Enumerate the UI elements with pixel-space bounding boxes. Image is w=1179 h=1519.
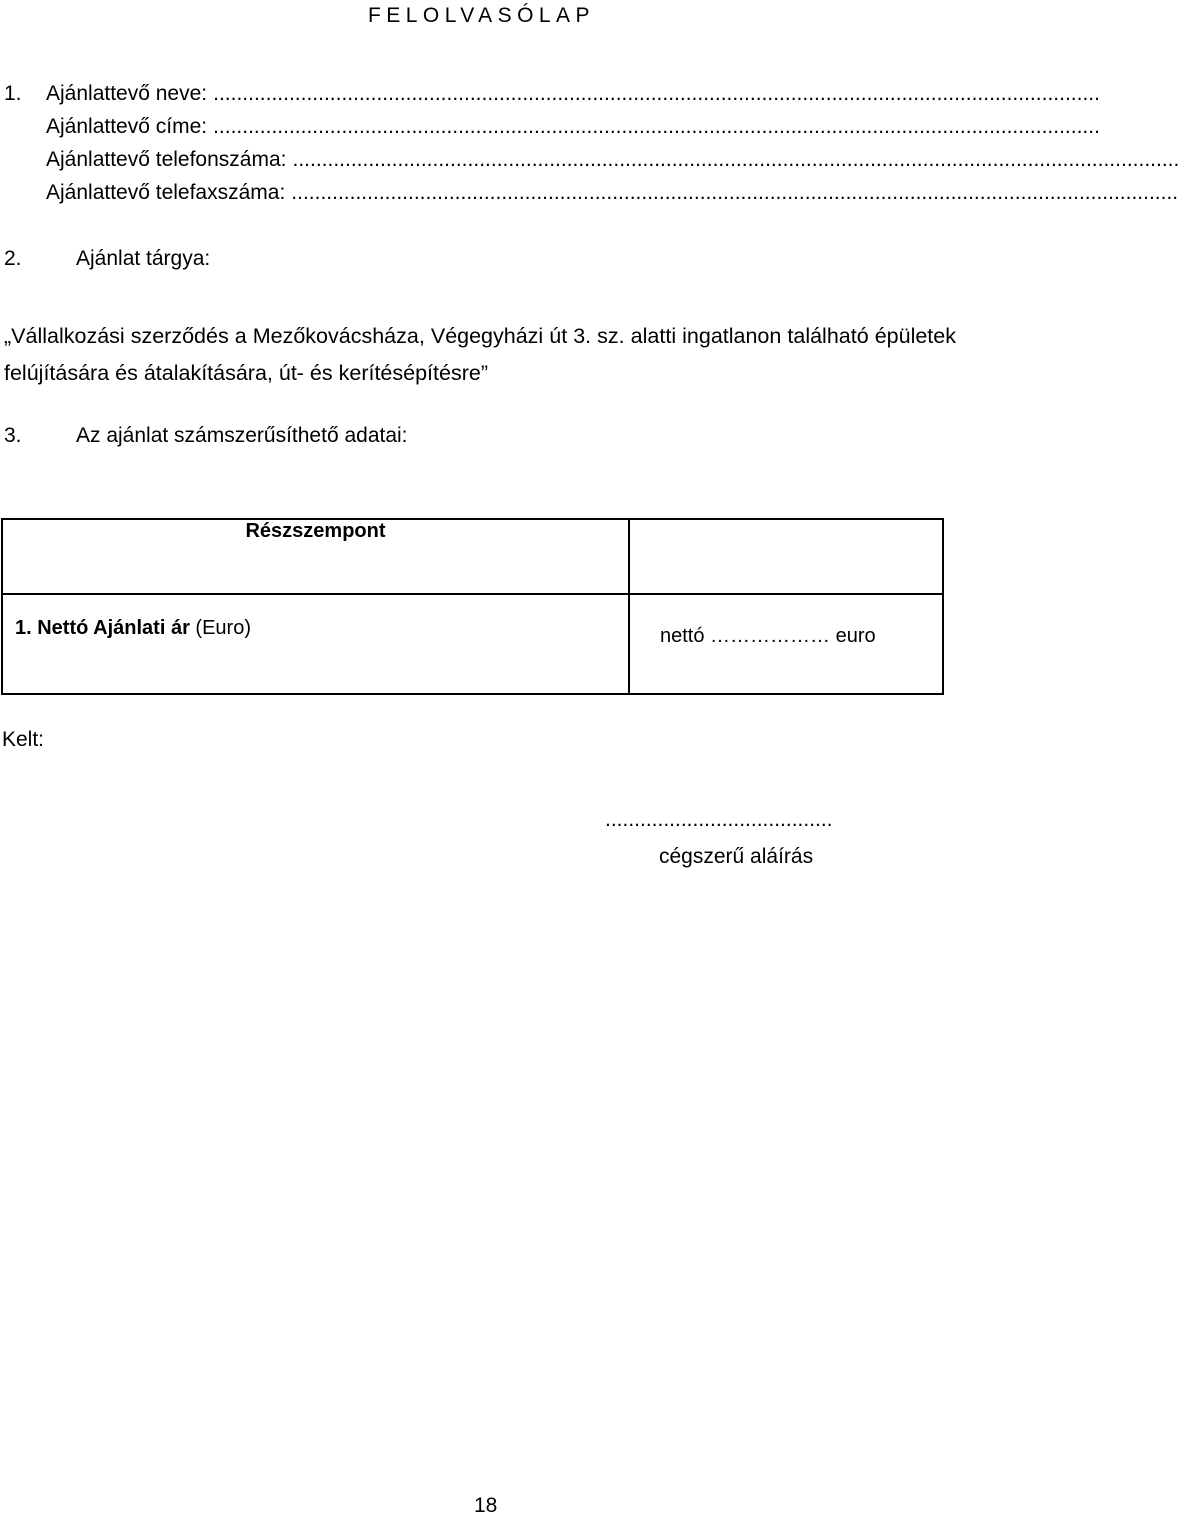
bidder-address-label: Ajánlattevő címe: [46, 115, 208, 138]
bidder-fax-label: Ajánlattevő telefaxszáma: [46, 181, 286, 204]
net-price-criterion-cell [2, 594, 629, 694]
bidder-fax-field[interactable] [46, 181, 1179, 205]
section-3-number: 3. [4, 424, 22, 447]
bidder-fax-dots: ........................................................................................................................................................ [291, 181, 1179, 204]
net-price-prefix: nettó [660, 625, 705, 647]
date-place-label: Kelt: [2, 728, 45, 751]
bidder-name-dots: ........................................................................................................................................................ [213, 82, 1100, 105]
evaluation-table [1, 518, 944, 695]
bidder-phone-field[interactable] [46, 148, 1179, 172]
table-header-row [2, 519, 943, 594]
signature-dots[interactable]: ....................................... [605, 808, 833, 831]
page-title: FELOLVASÓLAP [368, 4, 595, 27]
bidder-name-field[interactable] [46, 82, 1100, 106]
offer-subject-label: Ajánlat tárgya: [76, 247, 211, 270]
section-1-number: 1. [4, 82, 22, 105]
net-price-dots: ……………… [710, 625, 831, 647]
signature-label: cégszerű aláírás [659, 845, 814, 868]
bidder-phone-dots: ........................................................................................................................................................ [292, 148, 1179, 171]
criterion-header: Részszempont [2, 519, 629, 594]
quantifiable-data-label: Az ajánlat számszerűsíthető adatai: [76, 424, 408, 447]
table-row [2, 594, 943, 694]
bidder-phone-label: Ajánlattevő telefonszáma: [46, 148, 287, 171]
net-price-value-cell[interactable] [629, 594, 943, 694]
net-price-currency: euro [835, 625, 876, 647]
net-price-criterion-name: 1. Nettó Ajánlati ár [15, 617, 190, 639]
page-number: 18 [474, 1494, 498, 1517]
net-price-unit: (Euro) [195, 617, 251, 639]
bidder-name-label: Ajánlattevő neve: [46, 82, 208, 105]
section-2-number: 2. [4, 247, 22, 270]
value-header-empty [629, 519, 943, 594]
bidder-address-field[interactable] [46, 115, 1100, 139]
bidder-address-dots: ........................................................................................................................................................ [213, 115, 1100, 138]
offer-subject-text: „Vállalkozási szerződés a Mezőkovácsháza, Végegyházi út 3. sz. alatti ingatlanon található épületek felújítására és átalakítására, út- és kerítésépítésre” [4, 324, 956, 385]
